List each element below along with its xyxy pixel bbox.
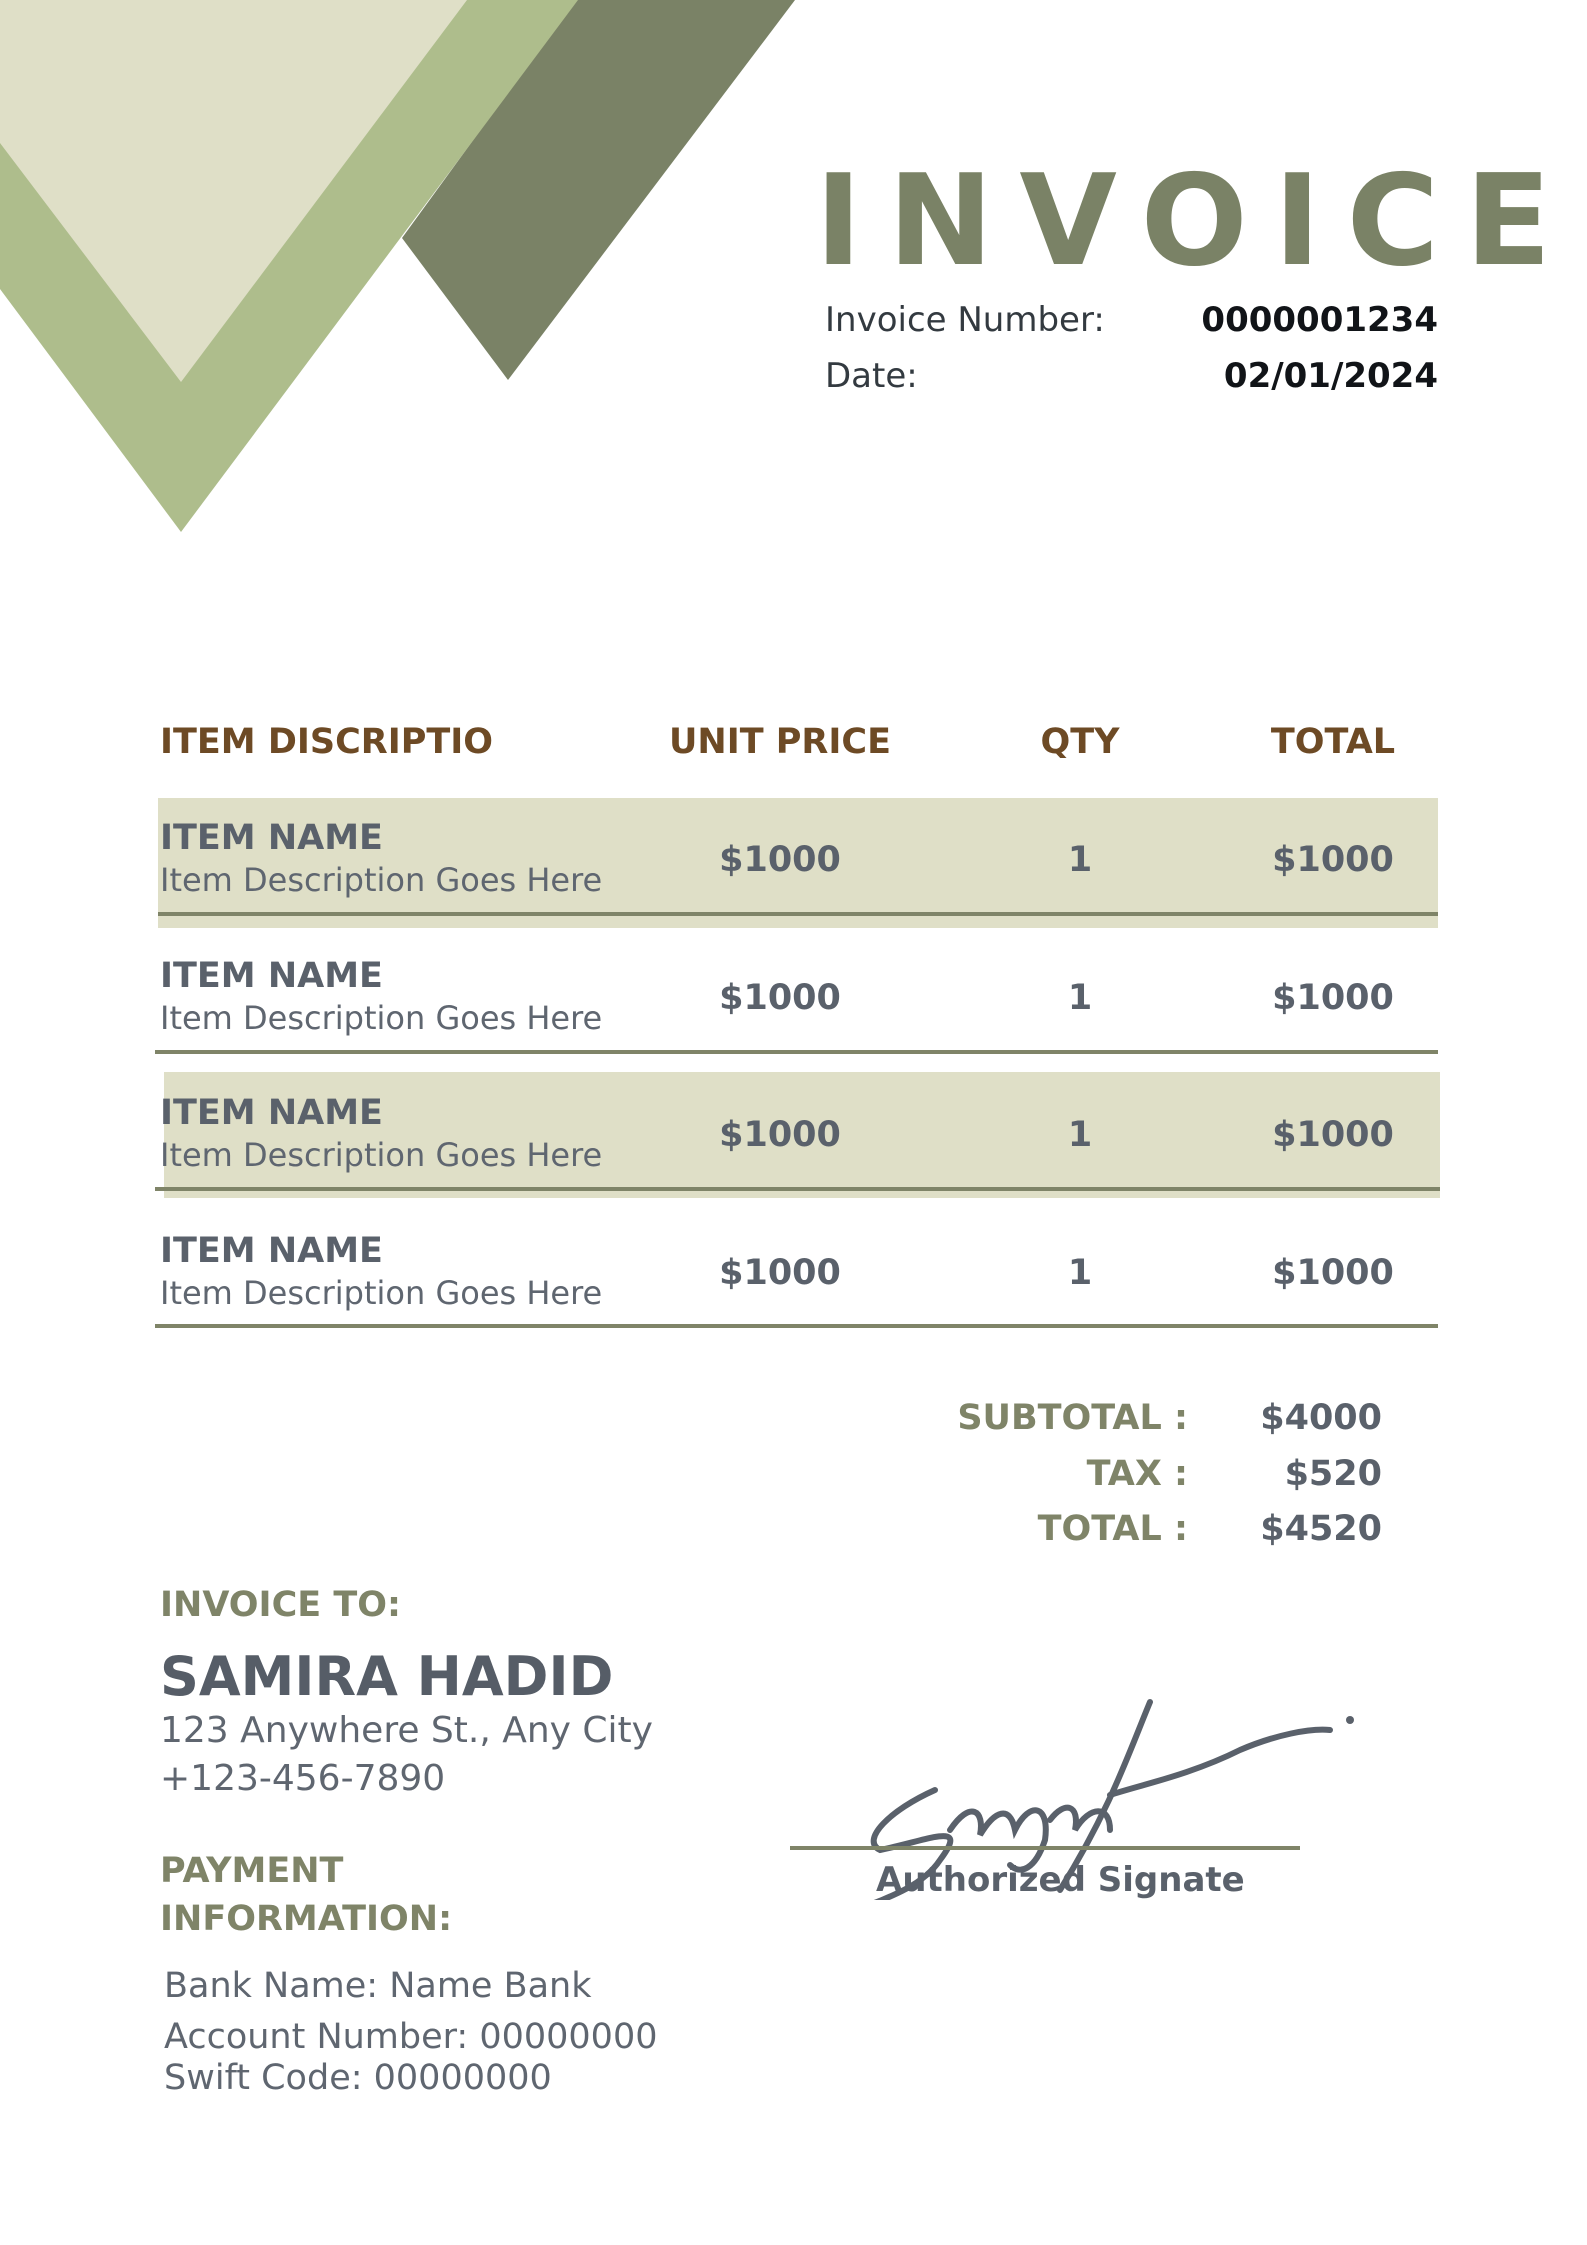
account-number: Account Number: 00000000 — [164, 2017, 658, 2057]
client-address: 123 Anywhere St., Any City — [160, 1710, 653, 1751]
grand-total-value: $4520 — [1260, 1509, 1382, 1549]
header-description: ITEM DISCRIPTIO — [160, 722, 494, 762]
item-description: Item Description Goes Here — [160, 999, 603, 1037]
item-total: $1000 — [1272, 1253, 1394, 1293]
item-qty: 1 — [1067, 978, 1093, 1018]
payment-heading: PAYMENT — [160, 1851, 344, 1891]
invoice-to-heading: INVOICE TO: — [160, 1585, 401, 1625]
invoice-number-label: Invoice Number: — [825, 300, 1105, 340]
header-total: TOTAL — [1270, 722, 1396, 762]
item-name: ITEM NAME — [160, 1093, 383, 1133]
item-total: $1000 — [1272, 840, 1394, 880]
invoice-number-value: 0000001234 — [1201, 300, 1438, 340]
row-divider — [155, 1050, 1438, 1054]
item-total: $1000 — [1272, 978, 1394, 1018]
item-description: Item Description Goes Here — [160, 1274, 603, 1312]
item-unit-price: $1000 — [719, 840, 841, 880]
item-qty: 1 — [1067, 1253, 1093, 1293]
item-description: Item Description Goes Here — [160, 861, 603, 899]
tax-label: TAX : — [1086, 1454, 1188, 1494]
swift-code: Swift Code: 00000000 — [164, 2058, 552, 2098]
item-unit-price: $1000 — [719, 1253, 841, 1293]
item-unit-price: $1000 — [719, 1115, 841, 1155]
signature-caption: Authorized Signate — [876, 1860, 1245, 1900]
item-qty: 1 — [1067, 840, 1093, 880]
client-name: SAMIRA HADID — [160, 1645, 614, 1708]
item-unit-price: $1000 — [719, 978, 841, 1018]
row-divider — [155, 1187, 1440, 1191]
signature-line — [790, 1846, 1300, 1850]
bank-name: Bank Name: Name Bank — [164, 1966, 592, 2006]
item-description: Item Description Goes Here — [160, 1136, 603, 1174]
invoice-date-label: Date: — [825, 356, 918, 396]
subtotal-label: SUBTOTAL : — [957, 1398, 1188, 1438]
row-divider — [158, 912, 1438, 916]
item-name: ITEM NAME — [160, 818, 383, 858]
item-total: $1000 — [1272, 1115, 1394, 1155]
grand-total-label: TOTAL : — [1037, 1509, 1188, 1549]
item-name: ITEM NAME — [160, 956, 383, 996]
header-unit-price: UNIT PRICE — [668, 722, 891, 762]
row-divider — [155, 1324, 1438, 1328]
item-qty: 1 — [1067, 1115, 1093, 1155]
subtotal-value: $4000 — [1260, 1398, 1382, 1438]
header-qty: QTY — [1040, 722, 1120, 762]
tax-value: $520 — [1284, 1454, 1382, 1494]
invoice-date-value: 02/01/2024 — [1223, 356, 1438, 396]
item-name: ITEM NAME — [160, 1231, 383, 1271]
client-phone: +123-456-7890 — [160, 1758, 446, 1799]
payment-heading-line2: INFORMATION: — [160, 1899, 453, 1939]
invoice-title: INVOICE — [815, 147, 1578, 294]
